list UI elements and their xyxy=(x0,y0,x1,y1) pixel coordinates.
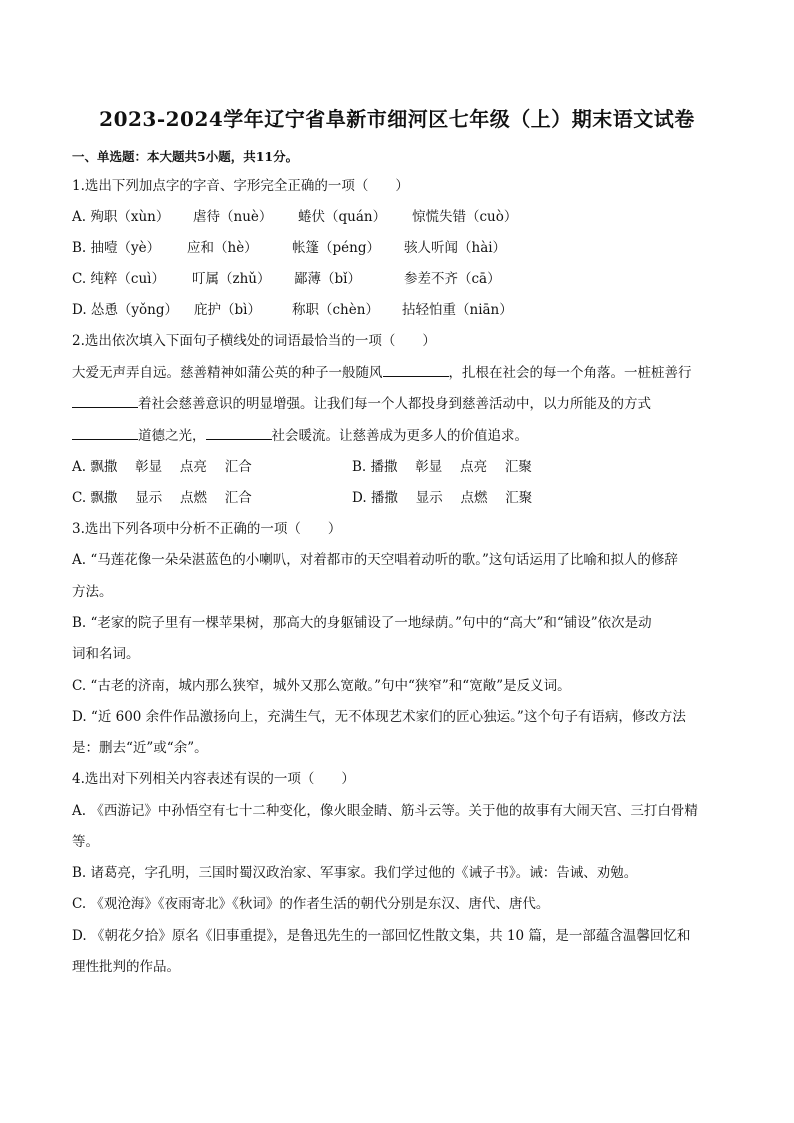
q1-option-d-3: 称职（chèn） xyxy=(292,302,379,318)
page-title: 2023-2024学年辽宁省阜新市细河区七年级（上）期末语文试卷 xyxy=(99,107,695,131)
fill-blank-2[interactable] xyxy=(72,395,138,408)
section-heading: 一、单选题：本大题共5小题，共11分。 xyxy=(72,149,299,164)
q2-option-b: B. 播撒 彰显 点亮 汇聚 xyxy=(352,459,532,475)
q3-option-b: B. “老家的院子里有一棵苹果树，那高大的身躯铺设了一地绿荫。”句中的“高大”和“铺设”依次是动 xyxy=(72,615,652,631)
q2-option-d: D. 播撒 显示 点燃 汇聚 xyxy=(352,490,533,506)
q3-option-a-cont: 方法。 xyxy=(72,584,113,600)
q1-option-c-3: 鄙薄（bǐ） xyxy=(294,271,361,287)
q1-option-a-1: A. 殉职（xùn） xyxy=(72,209,170,225)
q1-stem: 1.选出下列加点字的字音、字形完全正确的一项（ ） xyxy=(72,178,409,194)
q4-option-d: D. 《朝花夕拾》原名《旧事重提》，是鲁迅先生的一部回忆性散文集，共 10 篇，是一部蕴含温馨回忆和 xyxy=(72,928,691,944)
q3-option-b-cont: 词和名词。 xyxy=(72,646,140,662)
q1-option-c-1: C. 纯粹（cuì） xyxy=(72,271,166,287)
q2-stem: 2.选出依次填入下面句子横线处的词语最恰当的一项（ ） xyxy=(72,333,436,349)
q3-option-a: A. “马莲花像一朵朵湛蓝色的小喇叭，对着都市的天空唱着动听的歌。”这句话运用了比喻和拟人的修辞 xyxy=(72,552,678,568)
q3-option-d-cont: 是：删去“近”或“余”。 xyxy=(72,740,208,756)
fill-blank-4[interactable] xyxy=(206,427,272,440)
q1-option-b-4: 骇人听闻（hài） xyxy=(404,240,507,256)
q1-option-a-4: 惊慌失错（cuò） xyxy=(412,209,518,225)
q4-option-a-cont: 等。 xyxy=(72,834,99,850)
q1-option-c-2: 叮属（zhǔ） xyxy=(192,271,271,287)
fill-blank-3[interactable] xyxy=(72,427,138,440)
q1-option-b-2: 应和（hè） xyxy=(187,240,258,256)
q3-stem: 3.选出下列各项中分析不正确的一项（ ） xyxy=(72,521,342,537)
q1-option-a-2: 虐待（nuè） xyxy=(193,209,273,225)
q1-option-d-2: 庇护（bì） xyxy=(194,302,261,318)
q2-option-a: A. 飘撒 彰显 点亮 汇合 xyxy=(72,459,252,475)
q4-option-a: A. 《西游记》中孙悟空有七十二种变化，像火眼金睛、筋斗云等。关于他的故事有大闹天宫、三打白骨精 xyxy=(72,803,698,819)
q4-option-b: B. 诸葛亮，字孔明，三国时蜀汉政治家、军事家。我们学过他的《诫子书》。诫：告诫、劝勉。 xyxy=(72,865,638,881)
q1-option-d-1: D. 怂恿（yǒng） xyxy=(72,302,179,318)
q2-passage-text: 着社会慈善意识的明显增强。让我们每一个人都投身到慈善活动中，以力所能及的方式 xyxy=(138,396,651,412)
q1-option-c-4: 参差不齐（cā） xyxy=(404,271,501,287)
q4-option-d-cont: 理性批判的作品。 xyxy=(72,959,180,975)
q2-passage-text: ，扎根在社会的每一个角落。一桩桩善行 xyxy=(448,365,692,381)
q2-passage-line-1 xyxy=(72,364,692,382)
q3-option-c: C. “古老的济南，城内那么狭窄，城外又那么宽敞。”句中“狭窄”和“宽敞”是反义词。 xyxy=(72,678,571,694)
q4-stem: 4.选出对下列相关内容表述有误的一项（ ） xyxy=(72,771,355,787)
q2-option-c: C. 飘撒 显示 点燃 汇合 xyxy=(72,490,252,506)
q2-passage-line-2 xyxy=(72,395,651,413)
q2-passage-line-3 xyxy=(72,427,528,445)
q2-passage-text: 道德之光， xyxy=(138,428,206,444)
q1-option-b-3: 帐篷（péng） xyxy=(292,240,380,256)
q3-option-d: D. “近 600 余件作品激扬向上，充满生气，无不体现艺术家们的匠心独运。”这个句子有语病，修改方法 xyxy=(72,709,686,725)
q4-option-c: C. 《观沧海》《夜雨寄北》《秋词》的作者生活的朝代分别是东汉、唐代、唐代。 xyxy=(72,896,550,912)
q2-passage-text: 大爱无声弄自远。慈善精神如蒲公英的种子一般随风 xyxy=(72,365,383,381)
q1-option-b-1: B. 抽噎（yè） xyxy=(72,240,161,256)
fill-blank-1[interactable] xyxy=(383,364,449,377)
q1-option-d-4: 拈轻怕重（niān） xyxy=(402,302,513,318)
q2-passage-text: 社会暖流。让慈善成为更多人的价值追求。 xyxy=(271,428,528,444)
q1-option-a-3: 蜷伏（quán） xyxy=(298,209,387,225)
